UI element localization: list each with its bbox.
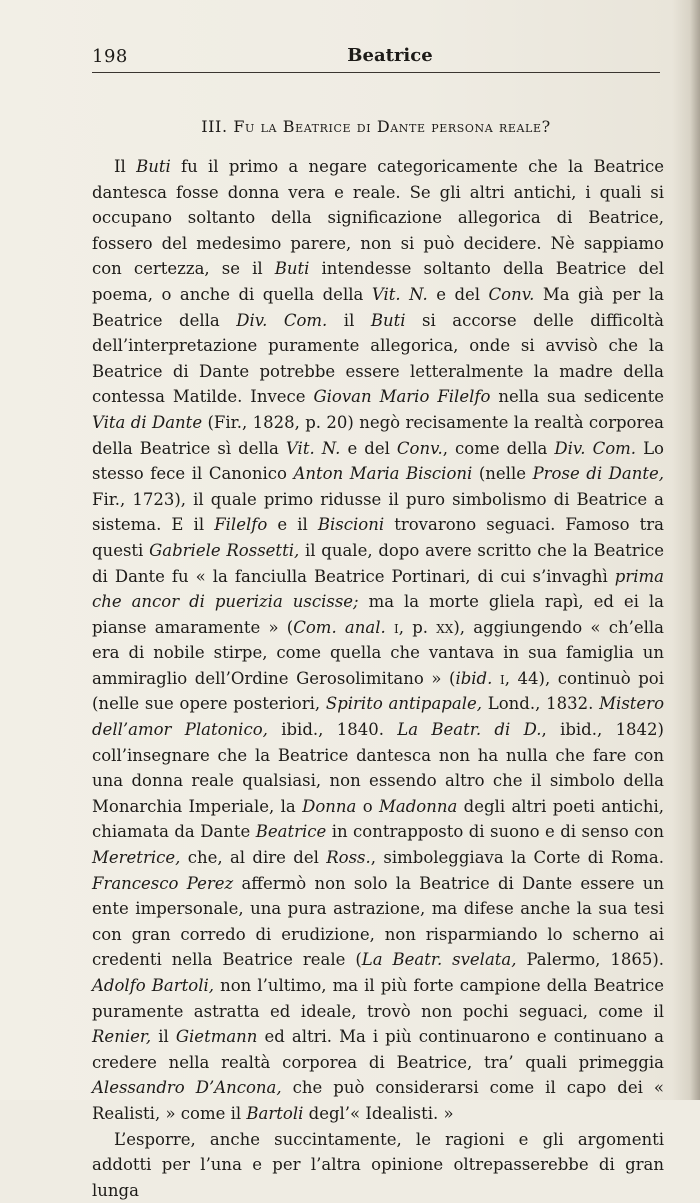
- text-span: il quale, dopo avere scritto che la Beatrice di Dante fu « la fanciulla Beatrice Portinari, di cui s’invaghì: [92, 540, 664, 586]
- italic-span: Francesco Perez: [92, 873, 234, 893]
- text-span: , 44), continuò poi (nelle sue opere posteriori,: [92, 668, 665, 714]
- small-caps-span: xx: [436, 617, 454, 637]
- text-span: ibid., 1840.: [267, 720, 398, 740]
- italic-span: Gietmann: [175, 1027, 258, 1047]
- italic-span: Com. anal.: [293, 617, 386, 637]
- text-span: il: [151, 1027, 176, 1047]
- text-span: in contrapposto di suono e di senso con: [326, 822, 664, 842]
- italic-span: Buti: [136, 157, 171, 176]
- text-span: si accorse delle difficoltà dell’interpretazione puramente allegorica, onde si avvisò che la Beatrice di Dante potrebbe essere letteralmente la madre della contessa Matilde. Invece: [92, 310, 664, 407]
- italic-span: Conv.: [488, 284, 535, 304]
- text-span: e del: [427, 284, 489, 304]
- text-span: L’esporre, anche succintamente, le ragioni e gli argomenti addotti per l’una e per l’altra opinione oltrepasserebbe di gran lunga: [92, 1129, 664, 1200]
- text-span: [492, 669, 500, 688]
- text-span: [386, 618, 394, 637]
- text-span: fu il primo a negare categoricamente che la Beatrice dantesca fosse donna vera e reale. Se gli altri antichi, i quali si occupano soltanto della significazione allegorica di Beatrice, fossero del medesimo parere, non si può decidere. Nè sappiamo con certezza, se il: [92, 157, 665, 279]
- italic-span: Biscioni: [317, 515, 385, 535]
- italic-span: Spirito antipapale,: [325, 694, 482, 714]
- text-span: che può considerarsi come il capo dei « Realisti, » come il: [92, 1078, 664, 1123]
- italic-span: Adolfo Bartoli,: [92, 976, 215, 995]
- small-caps-span: i: [393, 617, 399, 637]
- italic-span: prima che ancor di puerizia uscisse;: [92, 566, 664, 612]
- text-span: intendesse soltanto della Beatrice del poema, o anche di quella della: [92, 259, 664, 304]
- text-span: Ma già per la Beatrice della: [92, 284, 665, 330]
- italic-span: Beatrice: [255, 822, 327, 842]
- text-span: degli altri poeti antichi, chiamata da Dante: [92, 796, 664, 842]
- body-text: [92, 154, 664, 1203]
- italic-span: Div. Com.: [236, 310, 328, 330]
- italic-span: Filelfo: [214, 515, 268, 535]
- italic-span: Vit. N.: [371, 284, 428, 304]
- italic-span: Bartoli: [246, 1103, 304, 1123]
- page-header: [92, 40, 660, 70]
- italic-span: ibid.: [455, 668, 493, 688]
- text-span: (Fir., 1828, p. 20) negò recisamente la realtà corporea della Beatrice sì della: [92, 412, 664, 458]
- italic-span: Conv.: [396, 438, 443, 458]
- text-span: affermò non solo la Beatrice di Dante essere un ente impersonale, una pura astrazione, ma difese anche la sua tesi con gran corredo di erudizione, non risparmiando lo scherno ai credenti nella Beatrice reale (: [92, 873, 665, 970]
- text-span: (nelle: [472, 464, 533, 484]
- italic-span: Vita di Dante: [92, 412, 203, 432]
- italic-span: Donna: [302, 796, 357, 816]
- text-span: ma la morte gliela rapì, ed ei la pianse amaramente » (: [92, 592, 664, 637]
- italic-span: La Beatr. svelata,: [361, 950, 517, 970]
- italic-span: Giovan Mario Filelfo: [313, 387, 491, 407]
- italic-span: Meretrice,: [92, 848, 181, 868]
- page-number: 198: [92, 46, 128, 67]
- text-span: trovarono seguaci. Famoso tra questi: [92, 515, 664, 560]
- italic-span: Madonna: [378, 796, 458, 816]
- text-span: ed altri. Ma i più continuarono e continuano a credere nella realtà corporea di Beatrice, tra’ quali primeggia: [92, 1027, 664, 1072]
- italic-span: Buti: [274, 259, 310, 279]
- text-span: Lond., 1832.: [482, 694, 600, 714]
- text-span: Lo stesso fece il Canonico: [92, 438, 664, 484]
- italic-span: Prose di Dante,: [532, 464, 664, 484]
- italic-span: Renier,: [92, 1027, 152, 1047]
- text-span: , come della: [442, 438, 555, 458]
- paragraph: [92, 154, 664, 1127]
- header-rule: [92, 72, 660, 73]
- text-span: il: [327, 310, 371, 330]
- italic-span: Anton Maria Biscioni: [293, 464, 473, 484]
- small-caps-span: i: [499, 668, 505, 688]
- text-span: , p.: [398, 617, 437, 637]
- paragraph: [92, 1127, 664, 1203]
- text-span: Palermo, 1865).: [516, 950, 665, 970]
- text-span: degl’« Idealisti. »: [303, 1103, 454, 1123]
- italic-span: Vit. N.: [285, 438, 341, 458]
- text-span: e il: [267, 515, 318, 535]
- italic-span: Mistero dell’amor Platonico,: [92, 694, 664, 740]
- text-span: Fir., 1723), il quale primo ridusse il puro simbolismo di Beatrice a sistema. E il: [92, 489, 664, 535]
- text-span: e del: [340, 438, 397, 458]
- page-edge-shadow: [690, 0, 700, 1100]
- text-span: che, al dire del: [180, 848, 327, 868]
- text-span: , simboleggiava la Corte di Roma.: [370, 848, 664, 868]
- text-span: , ibid., 1842) coll’insegnare che la Beatrice dantesca non ha nulla che fare con una donna reale qualsiasi, non essendo altro che il simbolo della Monarchia Imperiale, la: [92, 720, 664, 816]
- section-title: III. Fu la Beatrice di Dante persona reale?: [201, 117, 551, 136]
- text-span: nella sua sedicente: [490, 387, 664, 407]
- text-span: non l’ultimo, ma il più forte campione della Beatrice puramente astratta ed ideale, trovò non pochi seguaci, come il: [92, 976, 664, 1021]
- italic-span: Gabriele Rossetti,: [149, 540, 300, 560]
- italic-span: Alessandro D’Ancona,: [92, 1078, 282, 1098]
- text-span: Il: [114, 157, 137, 176]
- italic-span: Buti: [370, 310, 406, 330]
- text-span: ), aggiungendo « ch’ella era di nobile stirpe, come quella che vantava in sua famiglia un ammiraglio dell’Ordine Gerosolimitano » (: [92, 617, 664, 688]
- text-span: o: [356, 796, 379, 816]
- running-title: Beatrice: [347, 45, 433, 66]
- italic-span: Div. Com.: [554, 438, 637, 458]
- italic-span: Ross.: [326, 848, 371, 868]
- italic-span: La Beatr. di D.: [397, 720, 542, 740]
